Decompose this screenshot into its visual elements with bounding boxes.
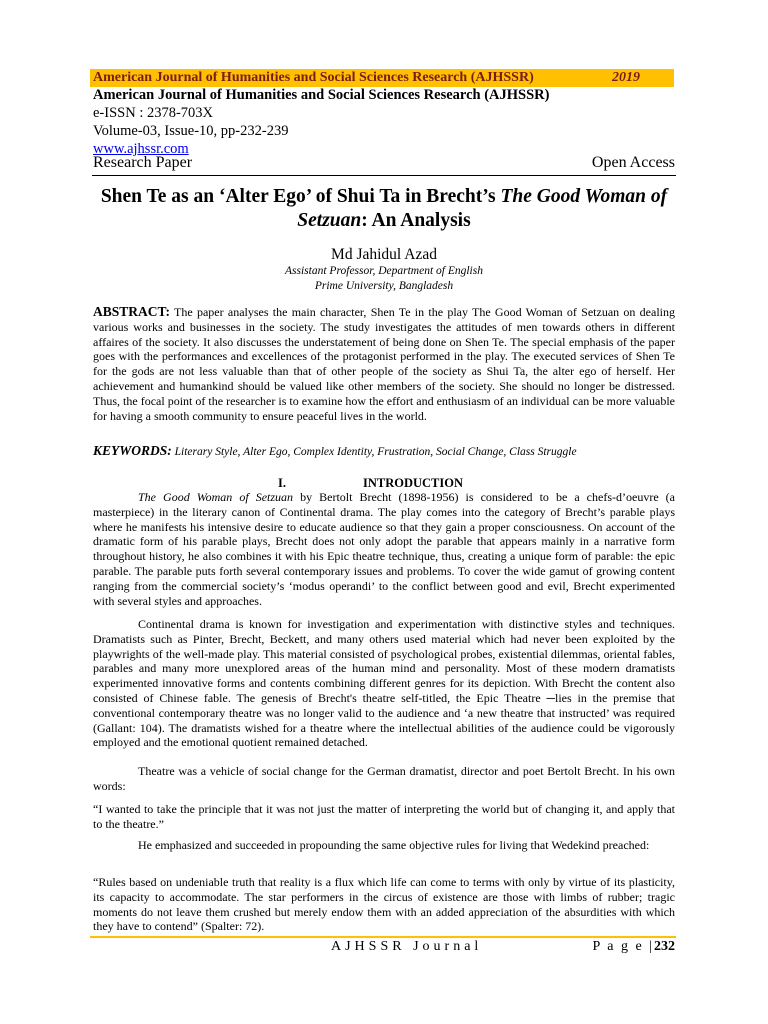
intro-paragraph-1-text: by Bertolt Brecht (1898-1956) is considered to be a chefs-d’oeuvre (a masterpiece) in the literary canon of Continental drama. The play comes into the category of Brecht’s parable plays where he manifests his intensive desire to educate audience so that they gain a proper consciousness. On account of the dramatic form of his parable plays, Brecht does not only adopt the parable that appears mainly in a narrative form throughout history, he also combines it with his Epic theatre technique, thus, creating a unique form of parable: the epic parable. The parable puts forth several contemporary issues and problems. To cover the wide gamut of growing content ranging from the commercial society’s ‘modus operandi’ to the conflict between good and evil, Brecht experimented with several styles and approaches. bbox=[93, 490, 676, 608]
access-type: Open Access bbox=[591, 154, 675, 171]
author-institution: Prime University, Bangladesh bbox=[314, 280, 454, 292]
section-title: INTRODUCTION bbox=[363, 476, 464, 490]
intro-paragraph-2: Continental drama is known for investigation and experimentation with distinctive styles and techniques. Dramatists such as Pinter, Brecht, Beckett, and many others used material which had never been exploited by the playwrights of the well-made play. This material consisted of psychological probes, existential dilemmas, oriental fables, parables and many more unexplored areas of the human mind and personality. Most of these modern dramatists experimented innovative forms and contents combining different genres for its depiction. With Brecht the content also consisted of Chinese fable. The genesis of Brecht's theatre self-titled, the Epic Theatre ─lies in the premise that conventional contemporary theatre was no longer valid to the audience and ‘a new theatre that instructed’ was required (Gallant: 104). The dramatists wished for a theatre where the intellectual abilities of the audience could be vigorously employed and the emotional quotient remained detached. bbox=[93, 617, 675, 750]
paper-title bbox=[93, 185, 675, 233]
title-part-1: Shen Te as an ‘Alter Ego’ of Shui Ta in Brecht’s bbox=[100, 186, 501, 207]
keywords bbox=[93, 444, 675, 460]
paper-type-row bbox=[93, 154, 675, 172]
author-name: Md Jahidul Azad bbox=[331, 246, 437, 263]
paper-type: Research Paper bbox=[93, 154, 193, 171]
footer-page bbox=[593, 939, 676, 955]
play-title-italic: The Good Woman of Setzuan bbox=[138, 490, 294, 504]
page-number: 232 bbox=[654, 939, 675, 954]
intro-paragraph-3: Theatre was a vehicle of social change for the German dramatist, director and poet Bertolt Brecht. In his own words: bbox=[93, 764, 675, 793]
meta-issn: e-ISSN : 2378-703X bbox=[93, 105, 214, 121]
section-number: I. bbox=[278, 476, 286, 490]
page-label: P a g e | bbox=[592, 939, 654, 954]
journal-header-bar bbox=[90, 69, 674, 87]
author-affiliation bbox=[93, 264, 675, 294]
title-part-3: : An Analysis bbox=[361, 210, 471, 231]
journal-meta bbox=[93, 86, 549, 158]
footer-divider bbox=[90, 936, 676, 938]
title-play-name: The Good Woman of Setzuan bbox=[297, 186, 668, 231]
meta-journal-name: American Journal of Humanities and Social Sciences Research (AJHSSR) bbox=[93, 87, 550, 103]
header-journal-name: American Journal of Humanities and Social Sciences Research (AJHSSR) bbox=[93, 70, 534, 85]
header-year: 2019 bbox=[612, 70, 640, 85]
meta-volume: Volume-03, Issue-10, pp-232-239 bbox=[93, 123, 289, 139]
quote-2: “Rules based on undeniable truth that reality is a flux which life can come to terms with only by virtue of its plasticity, its capacity to accommodate. The star performers in the circus of existence are those with limbs of rubber; tragic moments do not leave them crushed but merely endow them with an added appreciation of the absurdities with which they have to contend” (Spalter: 72). bbox=[93, 875, 675, 934]
divider-line bbox=[92, 175, 676, 176]
abstract-label: ABSTRACT: bbox=[93, 304, 171, 319]
author-position: Assistant Professor, Department of English bbox=[285, 265, 483, 277]
quote-1: “I wanted to take the principle that it was not just the matter of interpreting the world but of changing it, and apply that to the theatre.” bbox=[93, 802, 675, 831]
footer-journal: AJHSSR Journal bbox=[331, 939, 483, 954]
intro-paragraph-4: He emphasized and succeeded in propounding the same objective rules for living that Wedekind preached: bbox=[138, 838, 650, 852]
abstract-text: The paper analyses the main character, Shen Te in the play The Good Woman of Setzuan on dealing various works and businesses in the society. The study investigates the attitudes of men towards others in different affaires of the society. It also discusses the understatement of being done on Shen Te. The special emphasis of the paper goes with the performances and excellences of the protagonist performed in the play. The executed services of Shen Te for the gods are not less valuable than that of other people of the society as Shui Ta, the alter ego of herself. Her achievement and humankind should be valued like other members of the society. She should no longer be distressed. Thus, the focal point of the researcher is to examine how the effort and enthusiasm of an individual can be more valuable for having a smooth community to ensure peaceful lives in the world. bbox=[93, 305, 675, 423]
abstract bbox=[93, 305, 675, 423]
journal-website-link[interactable]: www.ajhssr.com bbox=[93, 141, 189, 157]
keywords-text: Literary Style, Alter Ego, Complex Identity, Frustration, Social Change, Class Struggle bbox=[171, 446, 577, 458]
intro-paragraph-1 bbox=[93, 490, 675, 608]
keywords-label: KEYWORDS: bbox=[93, 443, 172, 458]
